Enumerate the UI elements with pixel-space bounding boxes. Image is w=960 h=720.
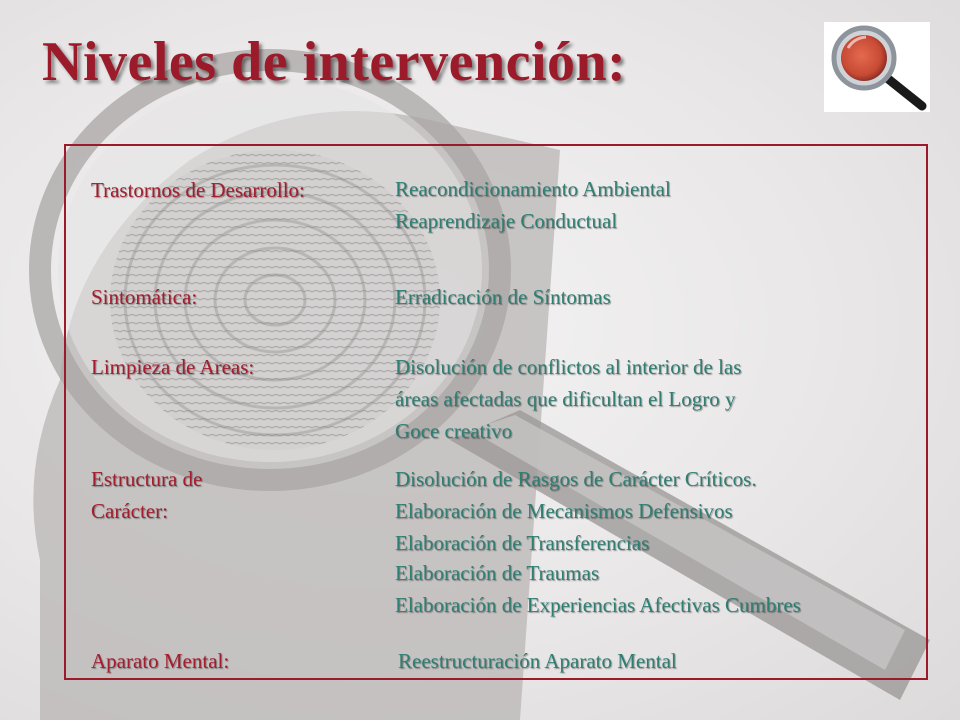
slide-title: Niveles de intervención: [42,31,627,93]
value-reaprendizaje-conductual: Reaprendizaje Conductual [395,209,618,233]
label-sintomatica: Sintomática: [91,285,198,309]
magnifying-glass-icon [824,22,930,112]
value-reestructuracion-aparato-mental: Reestructuración Aparato Mental [398,649,677,673]
label-estructura-de: Estructura de [91,467,203,491]
value-transferencias: Elaboración de Transferencias [395,531,650,555]
value-traumas: Elaboración de Traumas [395,561,600,585]
label-caracter: Carácter: [91,499,168,523]
label-limpieza-de-areas: Limpieza de Areas: [91,355,255,379]
value-disolucion-de-rasgos: Disolución de Rasgos de Carácter Críticos. [395,467,757,491]
value-areas-afectadas: áreas afectadas que dificultan el Logro y [395,387,736,411]
value-disolucion-de-conflictos: Disolución de conflictos al interior de las [395,355,742,379]
value-reacondicionamiento-ambiental: Reacondicionamiento Ambiental [395,177,671,201]
label-trastornos-de-desarrollo: Trastornos de Desarrollo: [91,178,305,202]
label-aparato-mental: Aparato Mental: [91,649,230,673]
value-mecanismos-defensivos: Elaboración de Mecanismos Defensivos [395,499,733,523]
value-goce-creativo: Goce creativo [395,419,513,443]
value-experiencias-afectivas-cumbres: Elaboración de Experiencias Afectivas Cumbres [395,593,801,617]
value-erradicacion-de-sintomas: Erradicación de Síntomas [395,285,611,309]
